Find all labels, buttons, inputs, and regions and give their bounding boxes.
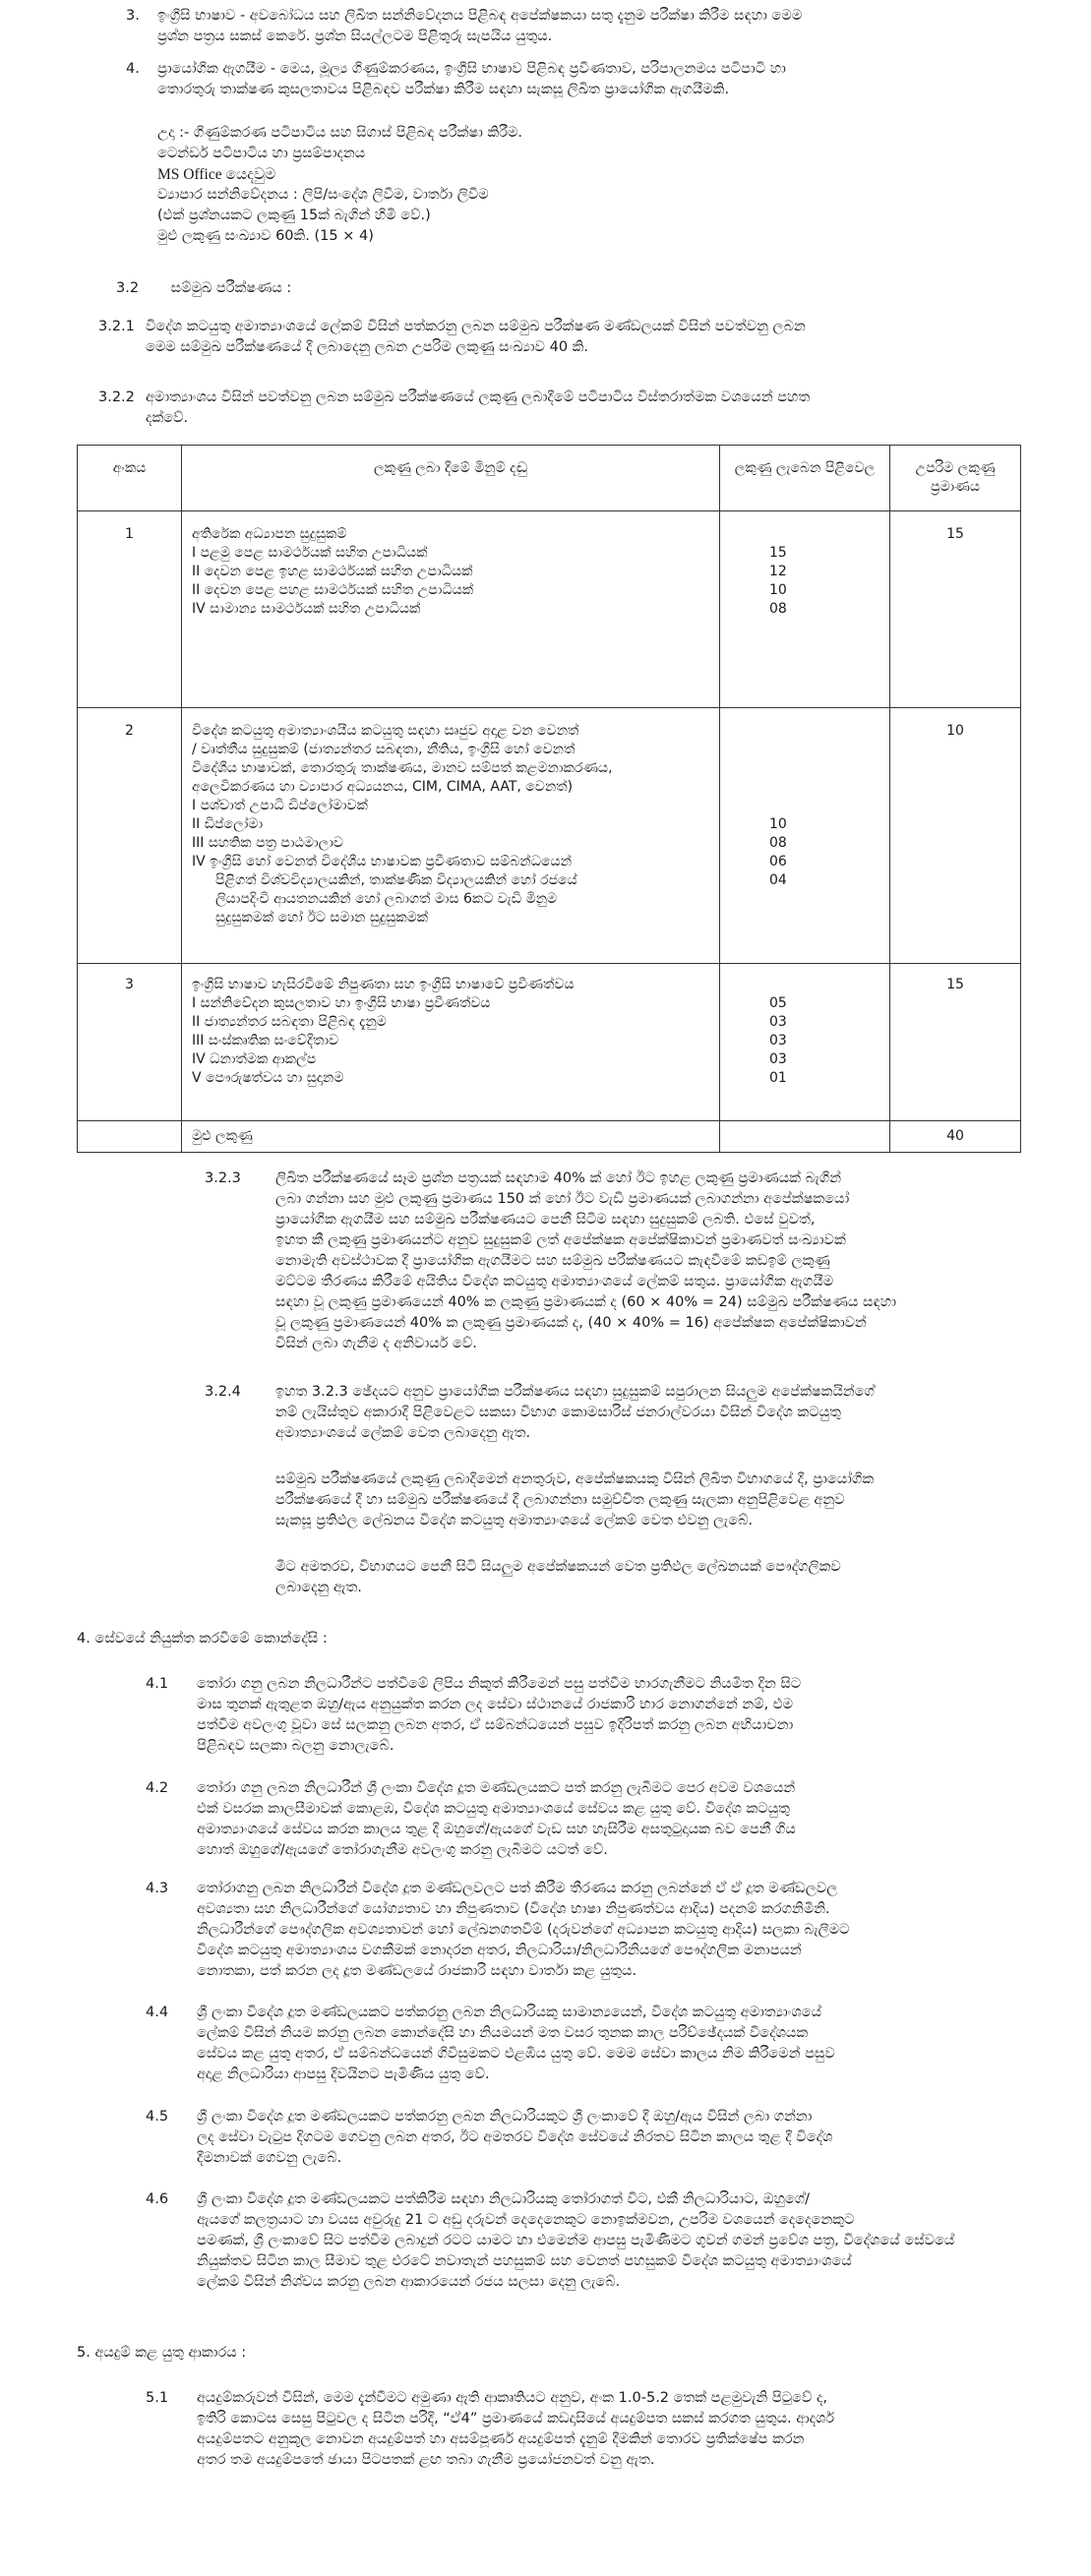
paragraph-3-2-4: 3.2.4 ඉහත 3.2.3 ඡේදයට අනුව ප්‍රායෝගික පරීක්ෂණය සඳහා සුදුසුකම් සපුරාලන සියලුම අපේක්ෂකයින්ගේ නම් ලැයිස්තුව අකාරාදී පිළිවෙළට සකසා විභාග කොමසාරිස් ජනරාල්වරයා විසින් විදේශ කටයුතු අමාත්‍යාංශයේ ලේකම් වෙත ලබාදෙනු ඇත.	[205, 1384, 875, 1441]
section-4-heading: 4. සේවයේ නියුක්ත කරවීමේ කොන්දේසි :	[77, 1631, 328, 1647]
header-criteria: ලකුණු ලබා දීමේ මිනුම් දඬු	[182, 446, 720, 511]
interview-marks-table	[77, 445, 1021, 1153]
row-number: 3	[78, 964, 182, 1121]
paragraph-3-2-3: 3.2.3 ලිඛිත පරීක්ෂණයේ සෑම ප්‍රශ්න පත්‍රයක් සඳහාම 40% ක් හෝ ඊට ඉහළ ලකුණු ප්‍රමාණයක් බැගින් ලබා ගන්නා සහ මුළු ලකුණු ප්‍රමාණය 150 ක් හෝ ඊට වැඩි ප්‍රමාණයක් ලබාගන්නා අපේක්ෂකයෝ ප්‍රායෝගික ඇගයීම සහ සම්මුඛ පරීක්ෂණයට පෙනී සිටීම සඳහා සුදුසුකම් ලබති. එසේ වුවත්, ඉහත කී ලකුණු ප්‍රමාණයන්ට අනුව සුදුසුකම් ලත් අපේක්ෂක අපේක්ෂිකාවන් ප්‍රමාණවත් සංඛ්‍යාවක් නොමැති අවස්ථාවක දී ප්‍රායෝගික ඇගයීමට සහ සම්මුඛ පරීක්ෂණයට කැඳවීමේ කඩඉම් ලකුණු මට්ටම තීරණය කිරීමේ අයිතිය විදේශ කටයුතු අමාත්‍යාංශයේ ලේකම් සතුය. ප්‍රායෝගික ඇගයීම සඳහා වූ ලකුණු ප්‍රමාණයෙන් 40% ක ලකුණු ප්‍රමාණයක් ද (60 × 40% = 24) සම්මුඛ පරීක්ෂණය සඳහා වූ ලකුණු ප්‍රමාණයෙන් 40% ක ලකුණු ප්‍රමාණයක් ද, (40 × 40% = 16) අපේක්ෂක අපේක්ෂිකාවන් විසින් ලබා ගැනීම ද අනිවාර්ය වේ.	[205, 1170, 896, 1351]
item-3-text: ඉංග්‍රීසි භාෂාව - අවබෝධය සහ ලිඛිත සන්නිවේදනය පිළිබඳ අපේක්ෂකයා සතු දැනුම පරීක්ෂා කිරීම සඳහා මෙම ප්‍රශ්න පත්‍රය සකස් කෙරේ. ප්‍රශ්න සියල්ලටම පිළිතුරු සැපයිය යුතුය.	[157, 8, 803, 44]
section-5-item-5-1: 5.1 අයදුම්කරුවන් විසින්, මෙම දැන්වීමට අමුණා ඇති ආකෘතියට අනුව, අංක 1.0-5.2 තෙක් පළමුවැනි පිටුවේ ද, ඉතිරි කොටස සෙසු පිටුවල ද සිටින පරිදි, “ඒ4” ප්‍රමාණයේ කඩදාසියේ අයදුම්පත සකස් කරගත යුතුය. ආදර්ශ අයදුම්පතට අනුකූල නොවන අයදුම්පත් හා අසම්පූර්ණ අයදුම්පත් දැනුම් දීමකින් තොරව ප්‍රතික්ෂේප කරන අතර තම අයදුම්පතේ ඡායා පිටපතක් ළඟ තබා ගැනීම ප්‍රයෝජනවත් වනු ඇත.	[146, 2390, 835, 2468]
section-3-2-heading: 3.2 සම්මුඛ පරීක්ෂණය :	[116, 280, 292, 296]
row-number: 1	[78, 511, 182, 708]
row-criteria: අතිරේක අධ්‍යාපන සුදුසුකම් I පළමු පෙළ සාමර්ථයක් සහිත උපාධියක් II දෙවන පෙළ ඉහළ සාමර්ථයක් සහිත උපාධියක් II දෙවන පෙළ පහළ සාමර්ථයක් සහිත උපාධියක් IV සාමාන්‍ය සාමර්ථයක් සහිත උපාධියක්	[182, 511, 720, 708]
paragraph-3-2-1: 3.2.1 විදේශ කටයුතු අමාත්‍යාංශයේ ලේකම් විසින් පත්කරනු ලබන සම්මුඛ පරීක්ෂණ මණ්ඩලයක් විසින් පවත්වනු ලබන මෙම සම්මුඛ පරීක්ෂණයේ දී ලබාදෙනු ලබන උපරිම ලකුණු සංඛ්‍යාව 40 කි.	[98, 319, 806, 355]
total-value: 40	[890, 1121, 1021, 1153]
header-number: අංකය	[78, 446, 182, 511]
item-4-number: 4.	[126, 61, 140, 77]
table-header-row	[78, 446, 1021, 511]
table-total-row	[78, 1121, 1021, 1153]
row-marks: 15 12 10 08	[720, 511, 890, 708]
row-criteria: විදේශ කටයුතු අමාත්‍යාංශයීය කටයුතු සඳහා සෘජුව අදාළ වන වෙනත් / වෘත්තීය සුදුසුකම් (ජාත්‍යන්තර සබඳතා, නීතිය, ඉංග්‍රීසි හෝ වෙනත් විදේශීය භාෂාවක්, තොරතුරු තාක්ෂණය, මානව සම්පත් කළමනාකරණය, අලෙවිකරණය හා ව්‍යාපාර අධ්‍යයනය, CIM, CIMA, AAT, වෙනත්) I පශ්චාත් උපාධි ඩිප්ලෝමාවක් II ඩිප්ලෝමා III සහතික පත්‍ර පාඨමාලාව IV ඉංග්‍රීසි හෝ වෙනත් විදේශීය භාෂාවක ප්‍රවීණතාව සම්බන්ධයෙන් පිළිගත් විශ්වවිද්‍යාලයකින්, තාක්ෂණික විද්‍යාලයකින් හෝ රජයේ ලියාපදිංචි ආයතනයකින් හෝ ලබාගත් මාස 6කට වැඩි මිනුම සුදුසුකමක් හෝ ඊට සමාන සුදුසුකමක්	[182, 708, 720, 964]
row-max: 15	[890, 964, 1021, 1121]
header-max-marks: උපරිම ලකුණු ප්‍රමාණය	[890, 446, 1021, 511]
row-marks: 05 03 03 03 01	[720, 964, 890, 1121]
row-max: 10	[890, 708, 1021, 964]
item-4	[126, 59, 1061, 100]
row-number: 2	[78, 708, 182, 964]
paragraph-3-2-4-personal: මීට අමතරව, විභාගයට පෙනී සිටි සියලුම අපේක්ෂකයන් වෙත ප්‍රතිඵල ලේඛනයක් පෞද්ගලිකව ලබාදෙනු ඇත.	[275, 1559, 841, 1595]
item-4-text: ප්‍රායෝගික ඇගයීම - මෙය, මූල්‍ය ගිණුම්කරණය, ඉංග්‍රීසි භාෂාව පිළිබඳ ප්‍රවීණතාව, පරිපාලනමය පටිපාටි හා තොරතුරු තාක්ෂණ කුසලතාවය පිළිබඳව පරීක්ෂා කිරීම සඳහා සැකසූ ලිඛිත ප්‍රායෝගික ඇගයීමකි.	[157, 61, 786, 97]
section-4-item-4-6: 4.6 ශ්‍රී ලංකා විදේශ දූත මණ්ඩලයකට පත්කිරීම සඳහා නිලධාරියකු තෝරාගත් විට, එකී නිලධාරියාට, ඔහුගේ/ ඇයගේ කලත්‍රයාට හා වයස අවුරුදු 21 ට අඩු දරුවන් දෙදෙනෙකුට නොඉක්මවන, උපරිම වශයෙන් දෙදෙනෙකුට පමණක්, ශ්‍රී ලංකාවේ සිට පත්වීම ලබාදුන් රටට යාමට හා එමෙන්ම ආපසු පැමිණීමට ගුවන් ගමන් ප්‍රවේශ පත්‍ර, විදේශයේ සේවයේ නියුක්තව සිටින කාල සීමාව තුළ එරටේ නවාතැන් පහසුකම් සහ වෙනත් පහසුකම් විදේශ කටයුතු අමාත්‍යාංශයේ ලේකම් විසින් නිශ්චය කරනු ලබන ආකාරයෙන් රජය සලසා දෙනු ලැබේ.	[146, 2191, 955, 2290]
section-4-item-4-2: 4.2 තෝරා ගනු ලබන නිලධාරීන් ශ්‍රී ලංකා විදේශ දූත මණ්ඩලයකට පත් කරනු ලැබීමට පෙර අවම වශයෙන් එක් වසරක කාලසීමාවක් කොළඹ, විදේශ කටයුතු අමාත්‍යාංශයේ සේවය කළ යුතු වේ. විදේශ කටයුතු අමාත්‍යාංශයේ සේවය කරන කාලය තුළ දී ඔහුගේ/ඇයගේ වැඩ සහ හැසිරීම අසතුටුදායක බව පෙනී ගිය හොත් ඔහුගේ/ඇයගේ තෝරාගැනීම අවලංගු කරනු ලැබීමට යටත් වේ.	[146, 1780, 796, 1858]
table-row	[78, 708, 1021, 964]
row-criteria: ඉංග්‍රීසි භාෂාව හැසිරවීමේ නිපුණතා සහ ඉංග්‍රීසි භාෂාවේ ප්‍රවීණත්වය I සන්නිවේදන කුසලතාව හා ඉංග්‍රීසි භාෂා ප්‍රවීණත්වය II ජාත්‍යන්තර සබඳතා පිළිබඳ දැනුම III සංස්කෘතික සංවේදීතාව IV ධනාත්මක ආකල්ප V පෞරුෂත්වය හා සුදානම	[182, 964, 720, 1121]
row-max: 15	[890, 511, 1021, 708]
item-3	[126, 6, 1061, 47]
section-4-item-4-4: 4.4 ශ්‍රී ලංකා විදේශ දූත මණ්ඩලයකට පත්කරනු ලබන නිලධාරියකු සාමාන්‍යයෙන්, විදේශ කටයුතු අමාත්‍යාංශයේ ලේකම් විසින් නියම කරනු ලබන කොන්දේසි හා නියමයන් මත වසර තුනක කාල පරිච්ඡේදයක් විදේශයක සේවය කළ යුතු අතර, ඒ සම්බන්ධයෙන් ගිවිසුමකට එළඹිය යුතු වේ. මෙම සේවා කාලය නිම කිරීමෙන් පසුව අදාළ නිලධාරියා ආපසු දිවයිනට පැමිණිය යුතු වේ.	[146, 2005, 835, 2082]
total-label: මුළු ලකුණු	[182, 1121, 720, 1153]
example-block: උදා :- ගිණුම්කරණ පටිපාටිය සහ සිගාස් පිළිබඳ පරීක්ෂා කිරීම. ටෙන්ඩර් පටිපාටිය හා ප්‍රසම්පාදනය MS Office යෙදවුම ව්‍යාපාර සන්නිවේදනය : ලිපි/සංදේශ ලිවීම, වාර්තා ලිවීම (එක් ප්‍රශ්නයකට ලකුණු 15ක් බැගින් හිමි වේ.) මුළු ලකුණු සංඛ්‍යාව 60කි. (15 × 4)	[157, 125, 523, 244]
paragraph-3-2-4-results: සම්මුඛ පරීක්ෂණයේ ලකුණු ලබාදීමෙන් අනතුරුව, අපේක්ෂකයකු විසින් ලිඛිත විභාගයේ දී, ප්‍රායෝගික පරීක්ෂණයේ දී හා සම්මුඛ පරීක්ෂණයේ දී ලබාගන්නා සමුච්චිත ලකුණු සැලකා අනුපිළිවෙළ අනුව සැකසූ ප්‍රතිඵල ලේඛනය විදේශ කටයුතු අමාත්‍යාංශයේ ලේකම් වෙත එවනු ලැබේ.	[275, 1471, 875, 1528]
section-4-item-4-5: 4.5 ශ්‍රී ලංකා විදේශ දූත මණ්ඩලයකට පත්කරනු ලබන නිලධාරියකුට ශ්‍රී ලංකාවේ දී ඔහු/ඇය විසින් ලබා ගන්නා ලද සේවා වැටුප දිගටම ගෙවනු ලබන අතර, ඊට අමතරව විදේශ සේවයේ නිරතව සිටින කාලය තුළ දී විදේශ දීමනාවක් ගෙවනු ලැබේ.	[146, 2109, 833, 2166]
header-marks-order: ලකුණු ලැබෙන පිළිවෙල	[720, 446, 890, 511]
table-row	[78, 964, 1021, 1121]
section-4-item-4-1: 4.1 තෝරා ගනු ලබන නිලධාරීන්ට පත්වීමේ ලිපිය නිකුත් කිරීමෙන් පසු පත්වීම භාරගැනීමට නියමිත දින සිට මාස තුනක් ඇතුළත ඔහු/ඇය අනුයුක්ත කරන ලද සේවා ස්ථානයේ රාජකාරි භාර නොගන්නේ නම්, එම පත්වීම අවලංගු වූවා සේ සලකනු ලබන අතර, ඒ සම්බන්ධයෙන් පසුව ඉදිරිපත් කරනු ලබන අභියාචනා පිළිබඳව සලකා බලනු නොලැබේ.	[146, 1676, 802, 1754]
table-row	[78, 511, 1021, 708]
item-3-number: 3.	[126, 8, 140, 24]
section-4-item-4-3: 4.3 තෝරාගනු ලබන නිලධාරීන් විදේශ දූත මණ්ඩලවලට පත් කිරීම තීරණය කරනු ලබන්නේ ඒ ඒ දූත මණ්ඩලවල අවශ්‍යතා සහ නිලධාරීන්ගේ යෝග්‍යතාව හා නිපුණතාව (විදේශ භාෂා නිපුණත්වය ආදිය) පදනම් කරගනිමිනි. නිලධාරීන්ගේ පෞද්ගලික අවශ්‍යතාවන් හෝ ලේඛනගතවීම් (දරුවන්ගේ අධ්‍යාපන කටයුතු ආදිය) සලකා බැලීමට විදේශ කටයුතු අමාත්‍යාංශය වගකීමක් නොදරන අතර, නිලධාරියා/නිලධාරිනියගේ පෞද්ගලික මනාපයන් නොතකා, පත් කරන ලද දූත මණ්ඩලයේ රාජකාරි සඳහා වාර්තා කළ යුතුය.	[146, 1881, 850, 1979]
section-5-heading: 5. අයදුම් කළ යුතු ආකාරය :	[77, 2345, 247, 2361]
row-marks: 10 08 06 04	[720, 708, 890, 964]
paragraph-3-2-2: 3.2.2 අමාත්‍යාංශය විසින් පවත්වනු ලබන සම්මුඛ පරීක්ෂණයේ ලකුණු ලබාදීමේ පටිපාටිය විස්තරාත්මක වශයෙන් පහත දක්වේ.	[98, 389, 811, 426]
